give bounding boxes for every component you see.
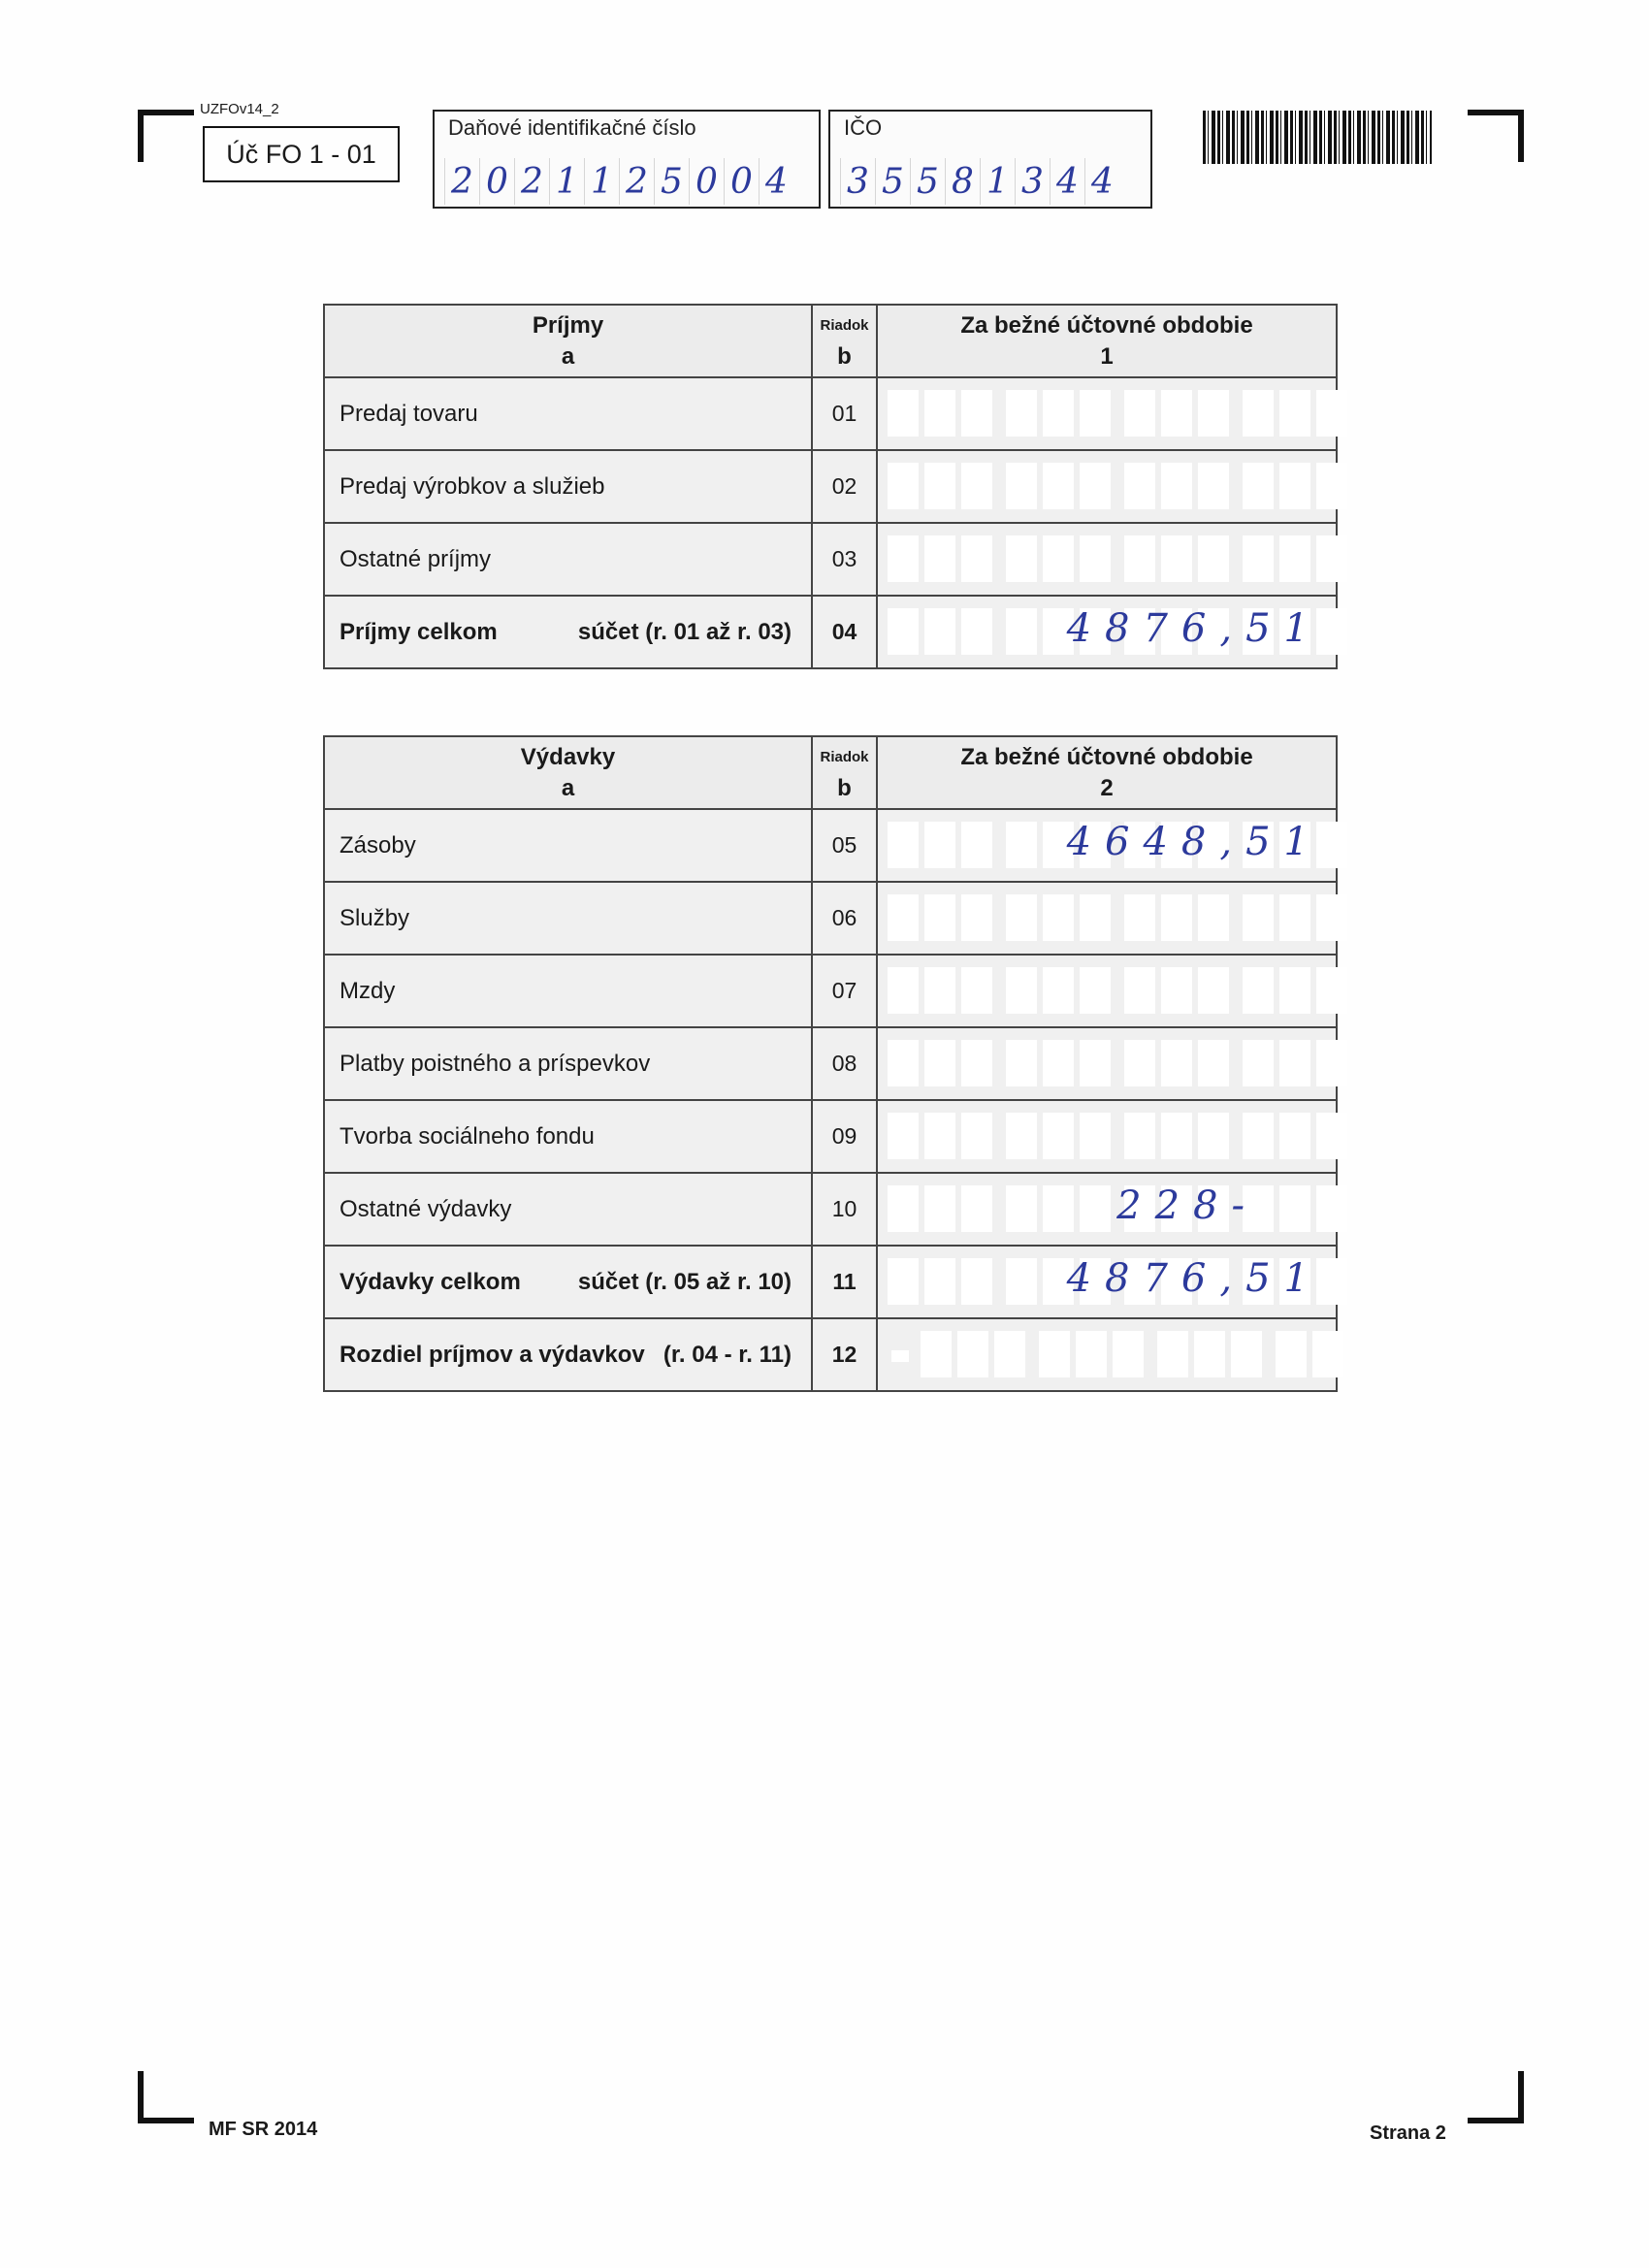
- dic-field[interactable]: [433, 110, 821, 209]
- ico-digit: 1: [980, 158, 1015, 205]
- handwritten-value: 4876,51: [1066, 606, 1322, 651]
- col-a-header: Výdavky: [520, 743, 616, 770]
- col-b-sub: b: [837, 774, 852, 801]
- barcode-icon: [1203, 111, 1432, 164]
- handwritten-value: 4648,51: [1066, 820, 1322, 864]
- table-row: [324, 955, 1337, 1027]
- ico-digit: 3: [840, 158, 875, 205]
- dic-digit: 1: [549, 158, 584, 205]
- ico-digit: 5: [875, 158, 910, 205]
- row-number: 10: [812, 1173, 877, 1246]
- value-cell[interactable]: [877, 450, 1337, 523]
- row-number: 04: [812, 596, 877, 668]
- dic-digit: 0: [724, 158, 759, 205]
- table-row: [324, 1318, 1337, 1391]
- col-c-sub: 2: [1100, 774, 1114, 801]
- col-c-sub: 1: [1100, 342, 1114, 370]
- value-cell[interactable]: [877, 1027, 1337, 1100]
- corner-mark-top-left: [138, 110, 194, 162]
- dic-digit: 4: [759, 158, 793, 205]
- table-row: [324, 596, 1337, 668]
- row-number: 08: [812, 1027, 877, 1100]
- value-cell[interactable]: [877, 809, 1337, 882]
- col-a-header: Príjmy: [532, 311, 604, 339]
- ico-label: IČO: [844, 115, 883, 140]
- ico-digit: 5: [910, 158, 945, 205]
- table-row: [324, 1100, 1337, 1173]
- ico-digit: 3: [1015, 158, 1050, 205]
- form-code: UZFOv14_2: [200, 101, 279, 117]
- row-label: Výdavky celkom: [340, 1268, 521, 1295]
- ico-digit: 4: [1050, 158, 1084, 205]
- value-cell[interactable]: [877, 1318, 1337, 1391]
- footer-publisher: MF SR 2014: [209, 2119, 318, 2140]
- table-row: [324, 1173, 1337, 1246]
- col-b-sub: b: [837, 342, 852, 370]
- row-label: Tvorba sociálneho fondu: [324, 1100, 812, 1173]
- row-label: Mzdy: [324, 955, 812, 1027]
- ico-digits: [840, 158, 1119, 205]
- value-cell[interactable]: [877, 1173, 1337, 1246]
- dic-label: Daňové identifikačné číslo: [448, 115, 696, 140]
- col-c-header: Za bežné účtovné obdobie: [960, 311, 1253, 339]
- row-sum-note: (r. 04 - r. 11): [663, 1341, 792, 1368]
- row-number: 01: [812, 377, 877, 450]
- dic-digit: 2: [444, 158, 479, 205]
- col-b-header: Riadok: [820, 316, 869, 334]
- form-id: Úč FO 1 - 01: [203, 126, 400, 182]
- value-cell[interactable]: [877, 523, 1337, 596]
- row-sum-note: súčet (r. 01 až r. 03): [577, 618, 792, 645]
- handwritten-value: 4876,51: [1066, 1256, 1322, 1301]
- table-row: [324, 523, 1337, 596]
- table-row: [324, 1246, 1337, 1318]
- row-number: 06: [812, 882, 877, 955]
- value-cell[interactable]: [877, 377, 1337, 450]
- page-number: Strana 2: [1370, 2122, 1446, 2144]
- row-number: 07: [812, 955, 877, 1027]
- row-number: 02: [812, 450, 877, 523]
- value-cell[interactable]: [877, 596, 1337, 668]
- row-label: Platby poistného a príspevkov: [324, 1027, 812, 1100]
- col-a-sub: a: [561, 342, 575, 370]
- corner-mark-bottom-left: [138, 2071, 194, 2123]
- value-cell[interactable]: [877, 955, 1337, 1027]
- row-number: 11: [812, 1246, 877, 1318]
- table-row: [324, 1027, 1337, 1100]
- value-cell[interactable]: [877, 1100, 1337, 1173]
- dic-digit: 1: [584, 158, 619, 205]
- ico-digit: 8: [945, 158, 980, 205]
- row-number: 05: [812, 809, 877, 882]
- row-sum-note: súčet (r. 05 až r. 10): [577, 1268, 792, 1295]
- dic-digit: 5: [654, 158, 689, 205]
- corner-mark-bottom-right: [1468, 2071, 1524, 2123]
- row-label: Predaj výrobkov a služieb: [324, 450, 812, 523]
- table-row: [324, 450, 1337, 523]
- table-row: [324, 377, 1337, 450]
- row-label: Príjmy celkom: [340, 618, 498, 645]
- ico-field[interactable]: [828, 110, 1152, 209]
- row-number: 12: [812, 1318, 877, 1391]
- row-label: Ostatné príjmy: [324, 523, 812, 596]
- handwritten-value: 228-: [1116, 1183, 1258, 1228]
- col-b-header: Riadok: [820, 748, 869, 765]
- table-row: [324, 882, 1337, 955]
- row-number: 09: [812, 1100, 877, 1173]
- row-label: Predaj tovaru: [324, 377, 812, 450]
- dic-digits: [444, 158, 793, 205]
- row-number: 03: [812, 523, 877, 596]
- income-table: [323, 304, 1338, 669]
- dic-digit: 2: [619, 158, 654, 205]
- expense-table: [323, 735, 1338, 1392]
- dic-digit: 0: [689, 158, 724, 205]
- value-cell[interactable]: [877, 882, 1337, 955]
- row-label: Rozdiel príjmov a výdavkov: [340, 1341, 645, 1368]
- table-row: [324, 809, 1337, 882]
- row-label: Zásoby: [324, 809, 812, 882]
- row-label: Služby: [324, 882, 812, 955]
- col-a-sub: a: [561, 774, 575, 801]
- corner-mark-top-right: [1468, 110, 1524, 162]
- ico-digit: 4: [1084, 158, 1119, 205]
- dic-digit: 2: [514, 158, 549, 205]
- value-cell[interactable]: [877, 1246, 1337, 1318]
- col-c-header: Za bežné účtovné obdobie: [960, 743, 1253, 770]
- minus-sign-box: [891, 1350, 909, 1362]
- row-label: Ostatné výdavky: [324, 1173, 812, 1246]
- dic-digit: 0: [479, 158, 514, 205]
